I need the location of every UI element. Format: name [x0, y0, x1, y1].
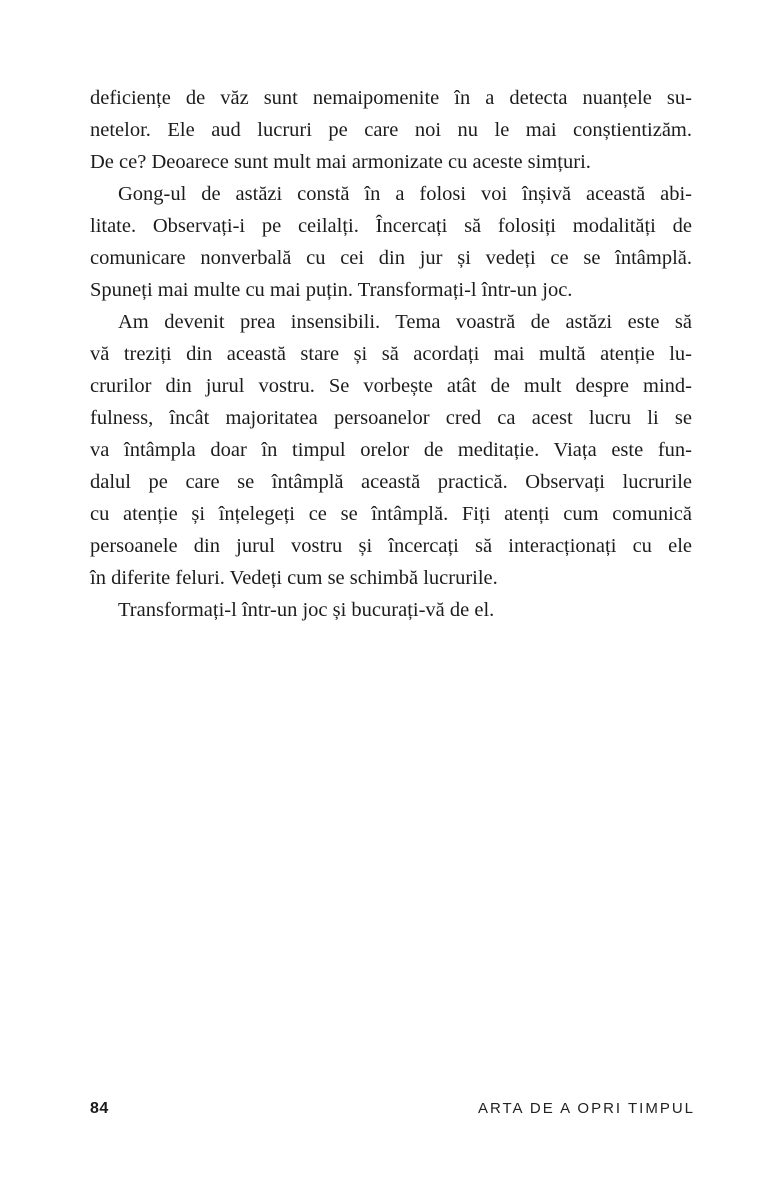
text-line: comunicare nonverbală cu cei din jur și vedeți ce se întâmplă. [90, 247, 692, 269]
text-line: cu atenție și înțelegeți ce se întâmplă. Fiți atenți cum comunică [90, 503, 692, 525]
paragraph [90, 594, 692, 626]
text-line: dalul pe care se întâmplă această practică. Observați lucrurile [90, 471, 692, 493]
text-line: în diferite feluri. Vedeți cum se schimbă lucrurile. [90, 567, 498, 589]
text-line: Gong-ul de astăzi constă în a folosi voi înșivă această abi- [118, 183, 692, 205]
paragraph [90, 82, 692, 178]
text-line: Spuneți mai multe cu mai puțin. Transformați-l într-un joc. [90, 279, 573, 301]
text-line: netelor. Ele aud lucruri pe care noi nu le mai conștientizăm. [90, 119, 692, 141]
paragraph [90, 306, 692, 594]
text-line: De ce? Deoarece sunt mult mai armonizate cu aceste simțuri. [90, 151, 591, 173]
text-line: va întâmpla doar în timpul orelor de meditație. Viața este fun- [90, 439, 692, 461]
text-line: Am devenit prea insensibili. Tema voastră de astăzi este să [118, 311, 692, 333]
text-block [90, 82, 692, 626]
page-footer [90, 1100, 695, 1118]
running-title: ARTA DE A OPRI TIMPUL [477, 1100, 695, 1117]
text-line: crurilor din jurul vostru. Se vorbește atât de mult despre mind- [90, 375, 692, 397]
text-line: litate. Observați-i pe ceilalți. Încercați să folosiți modalități de [90, 215, 692, 237]
text-line: deficiențe de văz sunt nemaipomenite în a detecta nuanțele su- [90, 87, 692, 109]
text-line: persoanele din jurul vostru și încercați să interacționați cu ele [90, 535, 692, 557]
paragraph [90, 178, 692, 306]
text-line: fulness, încât majoritatea persoanelor cred ca acest lucru li se [90, 407, 692, 429]
text-line: Transformați-l într-un joc și bucurați-vă de el. [118, 599, 495, 621]
text-line: vă treziți din această stare și să acordați mai multă atenție lu- [90, 343, 692, 365]
page-number: 84 [90, 1100, 109, 1117]
